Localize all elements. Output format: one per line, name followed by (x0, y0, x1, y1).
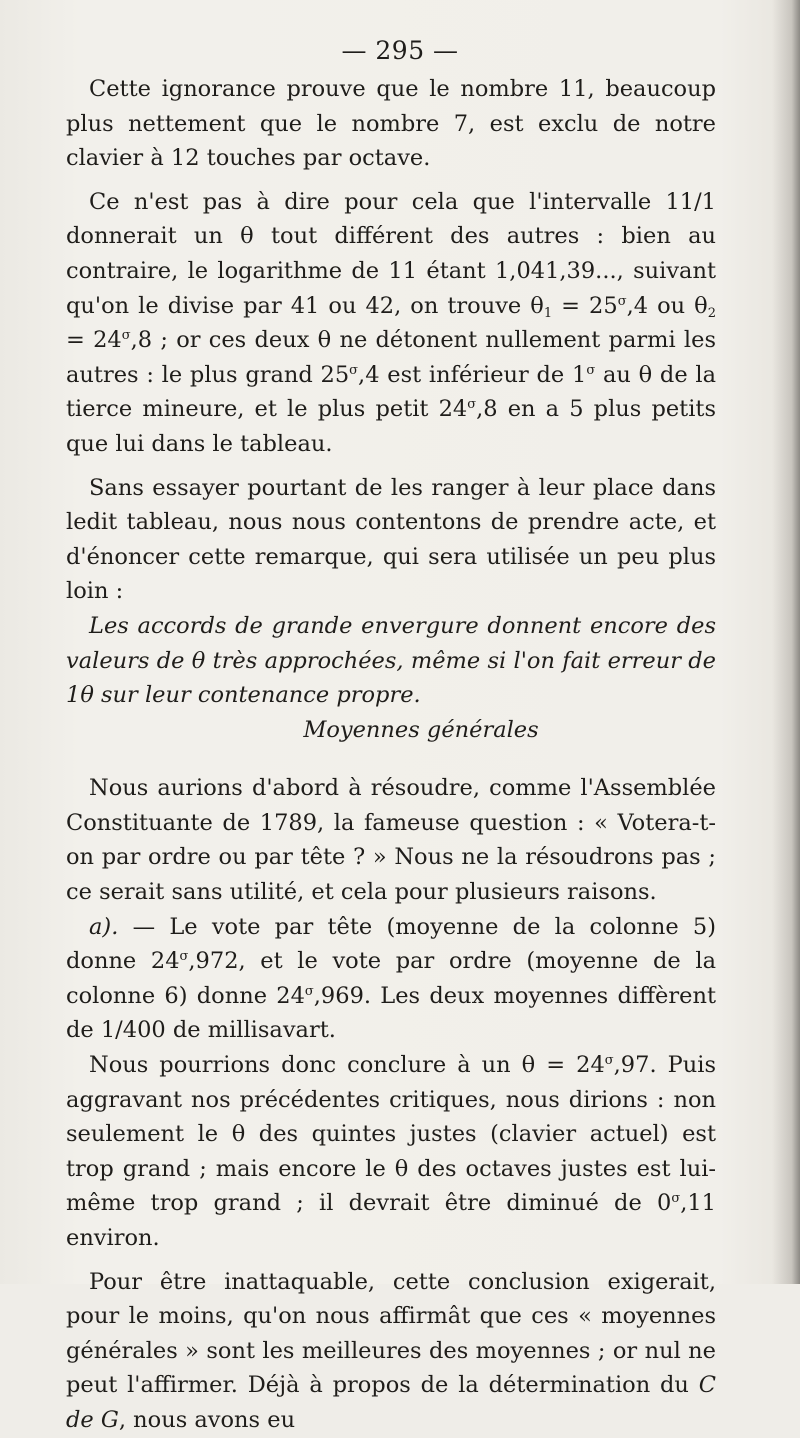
paragraph-remark: Les accords de grande envergure donnent encore des valeurs de θ très approchées, même si l'on fait erreur de 1θ sur leur contenance propre. (66, 612, 716, 709)
paragraph-question: Nous aurions d'abord à résoudre, comme l'Assemblée Constituante de 1789, la fameuse question : « Votera-t-on par ordre ou par tête ? » Nous ne la résoudrons pas ; ce serait sans utilité, et cela pour plusieurs raisons. (66, 775, 716, 906)
paragraph-remark-intro: Sans essayer pourtant de les ranger à leur place dans ledit tableau, nous nous contentons de prendre acte, et d'énoncer cette remarque, qui sera utilisée un peu plus loin : (66, 474, 716, 605)
page-number: — 295 — (341, 36, 459, 65)
paragraph-interval-11: Ce n'est pas à dire pour cela que l'intervalle 11/1 donnerait un θ tout différent des autres : bien au contraire, le logarithme de 11 étant 1,041,39..., suivant qu'on le divise par 41 ou 42, on trouve $\theta_1 = 25^\sigma,4$ ou $\theta_2 = 24^\sigma,8$ ; or ces deux θ ne détonent nullement parmi les autres : le plus grand $25^\sigma,4$ est inférieur de $1^\sigma$ au θ de la tierce mineure, et le plus petit $24^\sigma,8$ en a 5 plus petits que lui dans le tableau. (66, 188, 717, 457)
paragraph-conclusion: Nous pourrions donc conclure à un $\theta = 24^\sigma,97$. Puis aggravant nos précédentes critiques, nous dirions : non seulement le θ des quintes justes (clavier actuel) est trop grand ; mais encore le θ des octaves justes est lui-même trop grand ; il devrait être diminué de $0^\sigma,11$ environ. (66, 1052, 717, 1251)
paragraph-ignorance: Cette ignorance prouve que le nombre 11, beaucoup plus nettement que le nombre 7, est exclu de notre clavier à 12 touches par octave. (66, 76, 716, 172)
paragraph-vote: a). — Le vote par tête (moyenne de la colonne 5) donne $24^\sigma,972$, et le vote par ordre (moyenne de la colonne 6) donne $24^\sigma,969$. Les deux moyennes diffèrent de 1/400 de millisavart. (66, 913, 716, 1044)
page-edge-shadow (772, 0, 800, 1284)
section-heading: Moyennes générales (303, 716, 539, 743)
body-text (66, 72, 716, 1438)
paragraph-inattaquable: Pour être inattaquable, cette conclusion exigerait, pour le moins, qu'on nous affirmât que ces « moyennes générales » sont les meilleures des moyennes ; or nul ne peut l'affirmer. Déjà à propos de la détermination du C de G, nous avons eu (66, 1268, 716, 1433)
